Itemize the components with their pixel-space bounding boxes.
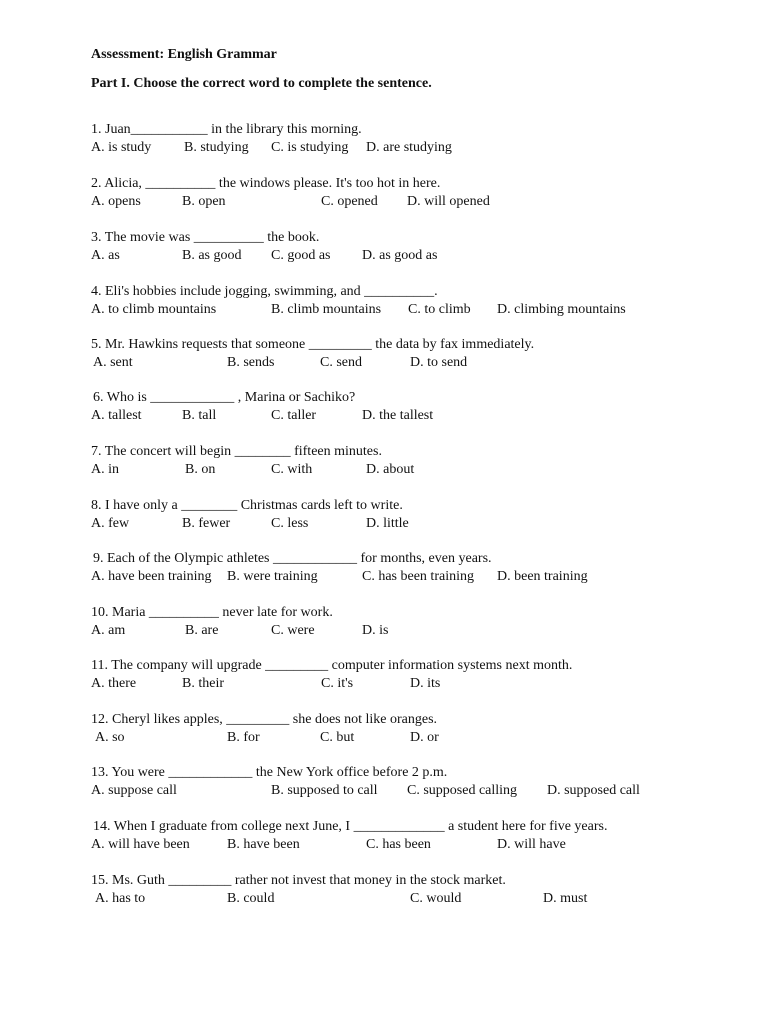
answer-option: D. will opened <box>407 194 490 209</box>
question-stem: 6. Who is ____________ , Marina or Sachiko? <box>93 390 356 405</box>
answer-option: C. it's <box>321 676 354 691</box>
question-1 <box>0 121 768 161</box>
answer-option: A. so <box>95 730 125 745</box>
answer-option: B. fewer <box>182 516 231 531</box>
question-stem: 11. The company will upgrade _________ computer information systems next month. <box>91 658 573 673</box>
question-stem: 15. Ms. Guth _________ rather not invest that money in the stock market. <box>91 873 506 888</box>
answer-option: D. climbing mountains <box>497 302 626 317</box>
answer-option: D. little <box>366 516 409 531</box>
answer-option: C. good as <box>271 248 331 263</box>
answer-option: C. would <box>410 891 462 906</box>
answer-option: A. will have been <box>91 837 190 852</box>
answer-option: D. are studying <box>366 140 452 155</box>
answer-option: D. been training <box>497 569 588 584</box>
question-11 <box>0 657 768 697</box>
question-stem: 4. Eli's hobbies include jogging, swimming, and __________. <box>91 284 438 299</box>
answer-option: B. supposed to call <box>271 783 378 798</box>
answer-option: B. climb mountains <box>271 302 382 317</box>
answer-option: B. as good <box>182 248 242 263</box>
question-stem: 12. Cheryl likes apples, _________ she does not like oranges. <box>91 712 438 727</box>
answer-option: D. supposed call <box>547 783 640 798</box>
answer-option: D. about <box>366 462 415 477</box>
answer-option: A. few <box>91 516 130 531</box>
answer-option: A. as <box>91 248 120 263</box>
answer-option: C. opened <box>321 194 378 209</box>
answer-option: C. is studying <box>271 140 349 155</box>
answer-option: D. is <box>362 623 389 638</box>
answer-option: C. send <box>320 355 362 370</box>
answer-option: A. tallest <box>91 408 142 423</box>
answer-option: C. with <box>271 462 313 477</box>
part-instruction: Part I. Choose the correct word to complete the sentence. <box>91 76 432 91</box>
answer-option: A. am <box>91 623 126 638</box>
question-8 <box>0 497 768 537</box>
question-stem: 3. The movie was __________ the book. <box>91 230 320 245</box>
question-12 <box>0 711 768 751</box>
question-2 <box>0 175 768 215</box>
answer-option: A. have been training <box>91 569 212 584</box>
question-stem: 7. The concert will begin ________ fifteen minutes. <box>91 444 382 459</box>
question-15 <box>0 872 768 912</box>
question-stem: 1. Juan___________ in the library this morning. <box>91 122 362 137</box>
answer-option: C. taller <box>271 408 317 423</box>
question-10 <box>0 604 768 644</box>
answer-option: A. is study <box>91 140 152 155</box>
question-3 <box>0 229 768 269</box>
answer-option: A. sent <box>93 355 133 370</box>
answer-option: B. sends <box>227 355 275 370</box>
answer-option: A. opens <box>91 194 141 209</box>
question-stem: 10. Maria __________ never late for work. <box>91 605 333 620</box>
answer-option: C. has been <box>366 837 431 852</box>
answer-option: C. supposed calling <box>407 783 518 798</box>
answer-option: A. has to <box>95 891 146 906</box>
question-stem: 9. Each of the Olympic athletes ____________ for months, even years. <box>93 551 492 566</box>
answer-option: B. were training <box>227 569 318 584</box>
answer-option: B. have been <box>227 837 300 852</box>
answer-option: A. there <box>91 676 137 691</box>
question-6 <box>0 389 768 429</box>
answer-option: C. to climb <box>408 302 471 317</box>
question-stem: 14. When I graduate from college next June, I _____________ a student here for five years. <box>93 819 608 834</box>
answer-option: D. must <box>543 891 588 906</box>
question-7 <box>0 443 768 483</box>
question-stem: 8. I have only a ________ Christmas cards left to write. <box>91 498 403 513</box>
answer-option: C. were <box>271 623 315 638</box>
answer-option: B. are <box>185 623 219 638</box>
answer-option: D. the tallest <box>362 408 434 423</box>
answer-option: D. will have <box>497 837 566 852</box>
question-5 <box>0 336 768 376</box>
question-13 <box>0 764 768 804</box>
answer-option: D. or <box>410 730 439 745</box>
answer-option: D. as good as <box>362 248 438 263</box>
question-stem: 2. Alicia, __________ the windows please. It's too hot in here. <box>91 176 441 191</box>
document-title: Assessment: English Grammar <box>91 47 277 62</box>
question-stem: 5. Mr. Hawkins requests that someone _________ the data by fax immediately. <box>91 337 535 352</box>
question-14 <box>0 818 768 858</box>
answer-option: D. to send <box>410 355 468 370</box>
answer-option: D. its <box>410 676 441 691</box>
answer-option: B. studying <box>184 140 249 155</box>
question-4 <box>0 283 768 323</box>
answer-option: B. for <box>227 730 260 745</box>
answer-option: B. could <box>227 891 275 906</box>
answer-option: A. suppose call <box>91 783 177 798</box>
answer-option: B. open <box>182 194 226 209</box>
question-9 <box>0 550 768 590</box>
question-stem: 13. You were ____________ the New York office before 2 p.m. <box>91 765 448 780</box>
answer-option: A. to climb mountains <box>91 302 217 317</box>
answer-option: C. but <box>320 730 355 745</box>
answer-option: B. their <box>182 676 224 691</box>
answer-option: B. on <box>185 462 216 477</box>
answer-option: A. in <box>91 462 119 477</box>
answer-option: B. tall <box>182 408 217 423</box>
answer-option: C. has been training <box>362 569 474 584</box>
answer-option: C. less <box>271 516 309 531</box>
